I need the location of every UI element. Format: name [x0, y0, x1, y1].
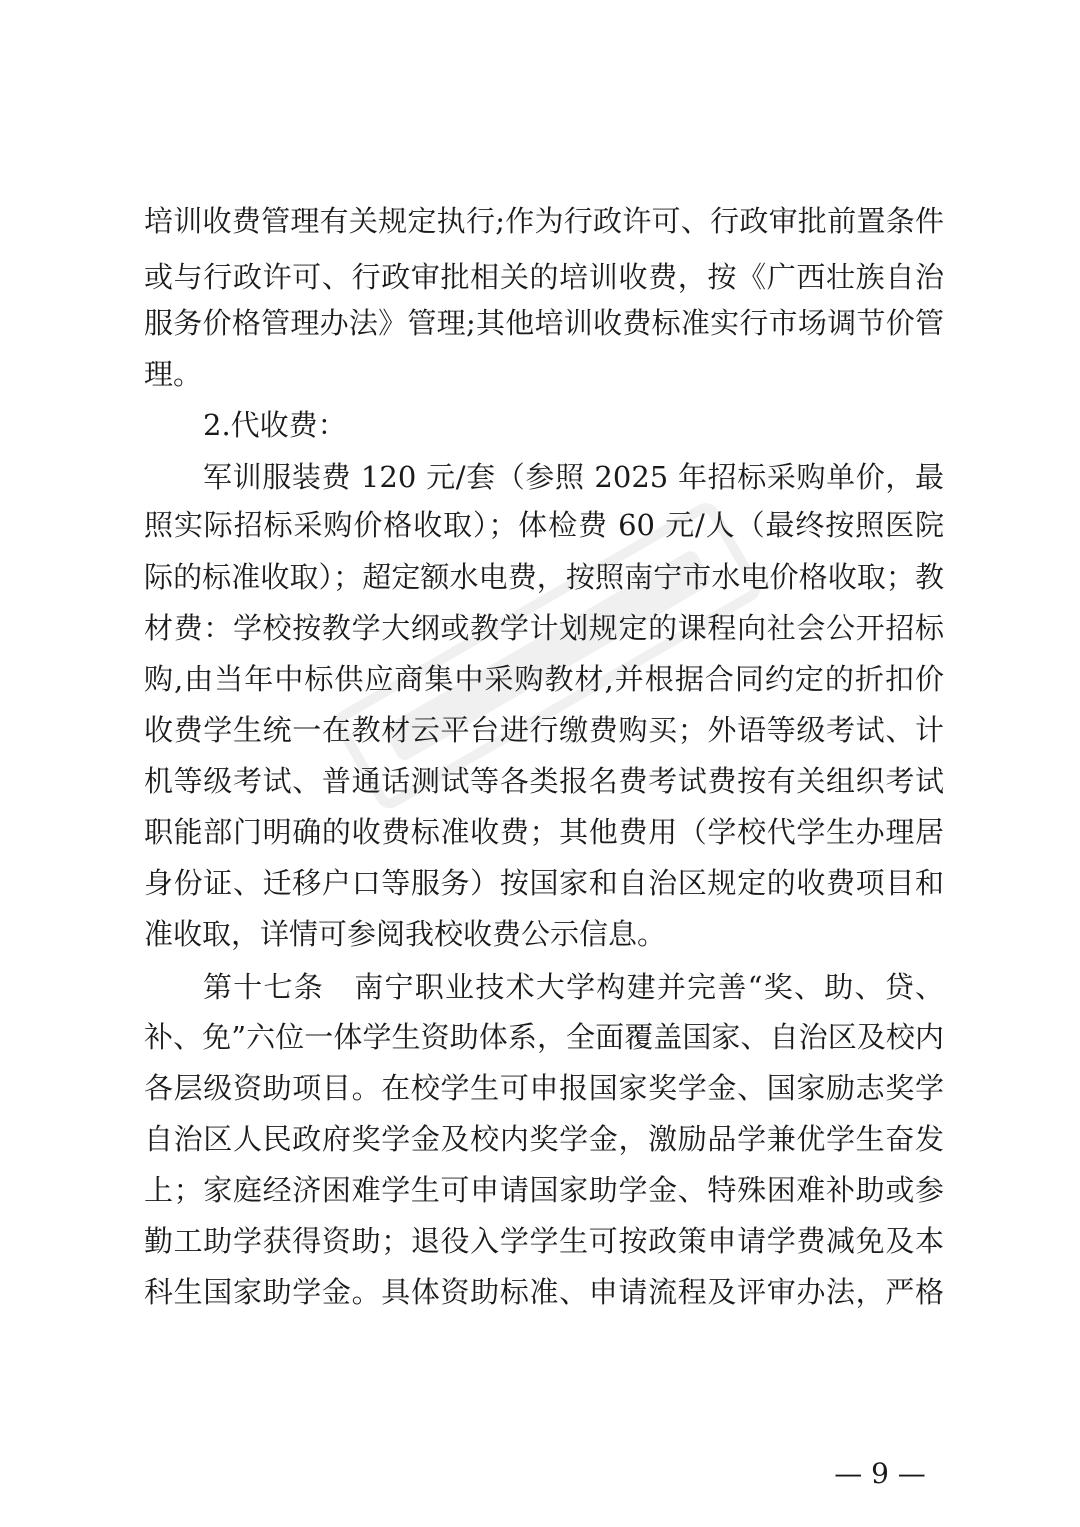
page-number: — 9 — [834, 1457, 926, 1490]
text-line-content: 勤工助学获得资助；退役入学学生可按政策申请学费减免及本 [144, 1224, 944, 1258]
text-line-content: 军训服装费 120 元/套（参照 2025 年招标采购单价，最 [203, 460, 944, 494]
text-line-content: 服务价格管理办法》管理;其他培训收费标准实行市场调节价管 [144, 306, 944, 340]
text-line-content: 培训收费管理有关规定执行;作为行政许可、行政审批前置条件 [144, 204, 944, 238]
text-line [0, 347, 1080, 401]
text-line-content: 自治区人民政府奖学金及校内奖学金，激励品学兼优学生奋发 [144, 1122, 944, 1156]
text-line-content: 准收取，详情可参阅我校收费公示信息。 [144, 917, 667, 951]
text-line [0, 754, 1080, 808]
text-line-content: 机等级考试、普通话测试等各类报名费考试费按有关组织考试 [144, 764, 944, 798]
text-line-content: 上；家庭经济困难学生可申请国家助学金、特殊困难补助或参 [144, 1173, 944, 1207]
text-line-content: 或与行政许可、行政审批相关的培训收费，按《广西壮族自治 [144, 260, 944, 294]
text-line [0, 1061, 1080, 1115]
text-line [0, 498, 1080, 552]
text-line [0, 703, 1080, 757]
section-heading [0, 398, 1080, 452]
text-line-content: 照实际招标采购价格收取）；体检费 60 元/人（最终按照医院 [144, 508, 944, 542]
text-line-content: 补、免”六位一体学生资助体系，全面覆盖国家、自治区及校内 [144, 1020, 944, 1054]
text-line-content: 材费：学校按教学大纲或教学计划规定的课程向社会公开招标 [144, 611, 944, 645]
text-line-content: 职能部门明确的收费标准收费；其他费用（学校代学生办理居 [144, 815, 944, 849]
text-line-content: 第十七条 南宁职业技术大学构建并完善“奖、助、贷、 [203, 970, 944, 1004]
text-line-content: 理。 [144, 357, 203, 391]
text-line [0, 194, 1080, 248]
text-line [0, 1010, 1080, 1064]
text-line [0, 1163, 1080, 1217]
text-line-content: 科生国家助学金。具体资助标准、申请流程及评审办法，严格 [144, 1275, 944, 1309]
section-heading-text: 2.代收费： [203, 408, 347, 442]
text-line-content: 各层级资助项目。在校学生可申报国家奖学金、国家励志奖学 [144, 1071, 944, 1105]
text-line-content: 际的标准收取）；超定额水电费，按照南宁市水电价格收取；教 [144, 560, 944, 594]
text-line [0, 1214, 1080, 1268]
text-line [0, 856, 1080, 910]
article-heading-line [0, 960, 1080, 1014]
text-line-content: 收费学生统一在教材云平台进行缴费购买；外语等级考试、计 [144, 713, 944, 747]
text-line [0, 450, 1080, 504]
text-line [0, 550, 1080, 604]
text-line [0, 601, 1080, 655]
text-line [0, 805, 1080, 859]
text-line [0, 1265, 1080, 1319]
text-line [0, 652, 1080, 706]
text-line [0, 296, 1080, 350]
text-line [0, 907, 1080, 961]
text-line-content: 身份证、迁移户口等服务）按国家和自治区规定的收费项目和 [144, 866, 944, 900]
text-line-content: 购,由当年中标供应商集中采购教材,并根据合同约定的折扣价 [144, 662, 944, 696]
text-line [0, 1112, 1080, 1166]
